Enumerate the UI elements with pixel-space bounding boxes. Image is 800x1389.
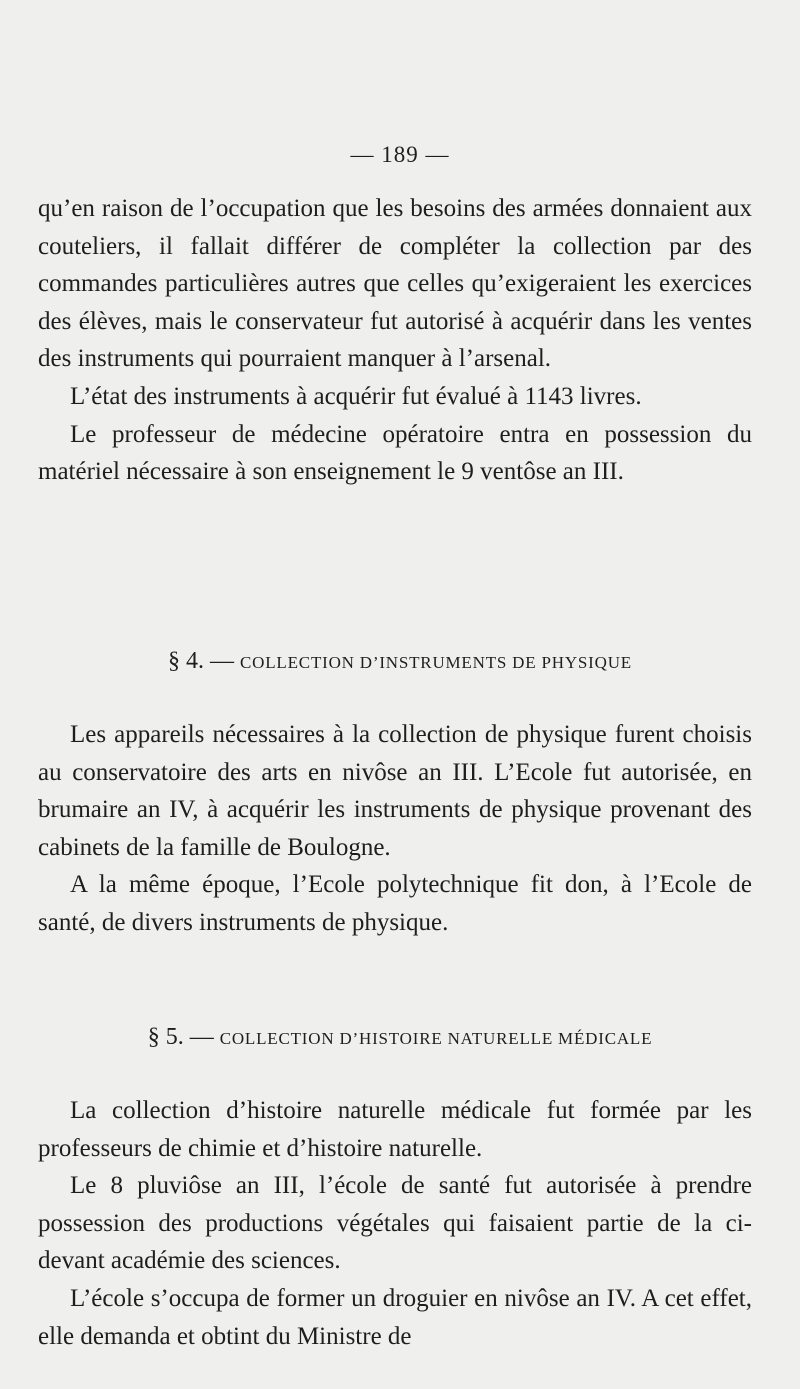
- paragraph-natural-history: La collection d’histoire naturelle médicale fut formée par les professeurs de chimie et d’histoire naturelle.: [38, 1097, 752, 1162]
- section-5-number: § 5. —: [147, 1024, 214, 1050]
- section-4-heading: [0, 648, 800, 675]
- section-4-body: [38, 716, 752, 942]
- paragraph-polytechnique-gift: A la même époque, l’Ecole polytechnique fit don, à l’Ecole de santé, de divers instruments de physique.: [38, 871, 752, 936]
- section-5-heading: [0, 1024, 800, 1051]
- paragraph-surgery-professor: Le professeur de médecine opératoire entra en possession du matériel nécessaire à son enseignement le 9 ventôse an III.: [38, 420, 752, 486]
- section-4-number: § 4. —: [168, 648, 235, 674]
- page-number: — 189 —: [350, 142, 450, 167]
- paragraph-continuation: qu’en raison de l’occupation que les besoins des armées donnaient aux couteliers, il fallait différer de compléter la collection par des commandes particulières autres que celles qu’exigeraient les exercices des élèves, mais le conservateur fut autorisé à acquérir dans les ventes des instruments qui pourraient manquer à l’arsenal.: [38, 195, 752, 373]
- section-5-body: [38, 1092, 752, 1355]
- paragraph-droguier: L’école s’occupa de former un droguier en nivôse an IV. A cet effet, elle demanda et obtint du Ministre de: [38, 1284, 752, 1350]
- paragraph-instruments-cost: L’état des instruments à acquérir fut évalué à 1143 livres.: [70, 382, 642, 410]
- intro-block: [38, 190, 752, 491]
- section-5-title: COLLECTION D’HISTOIRE NATURELLE MÉDICALE: [219, 1029, 653, 1048]
- paragraph-physics-apparatus: Les appareils nécessaires à la collection de physique furent choisis au conservatoire des arts en nivôse an III. L’Ecole fut autorisée, en brumaire an IV, à acquérir les instruments de physique provenant des cabinets de la famille de Boulogne.: [38, 721, 752, 861]
- paragraph-pluviose: Le 8 pluviôse an III, l’école de santé fut autorisée à prendre possession des productions végétales qui faisaient partie de la ci-devant académie des sciences.: [38, 1172, 752, 1275]
- section-4-title: COLLECTION D’INSTRUMENTS DE PHYSIQUE: [240, 653, 632, 672]
